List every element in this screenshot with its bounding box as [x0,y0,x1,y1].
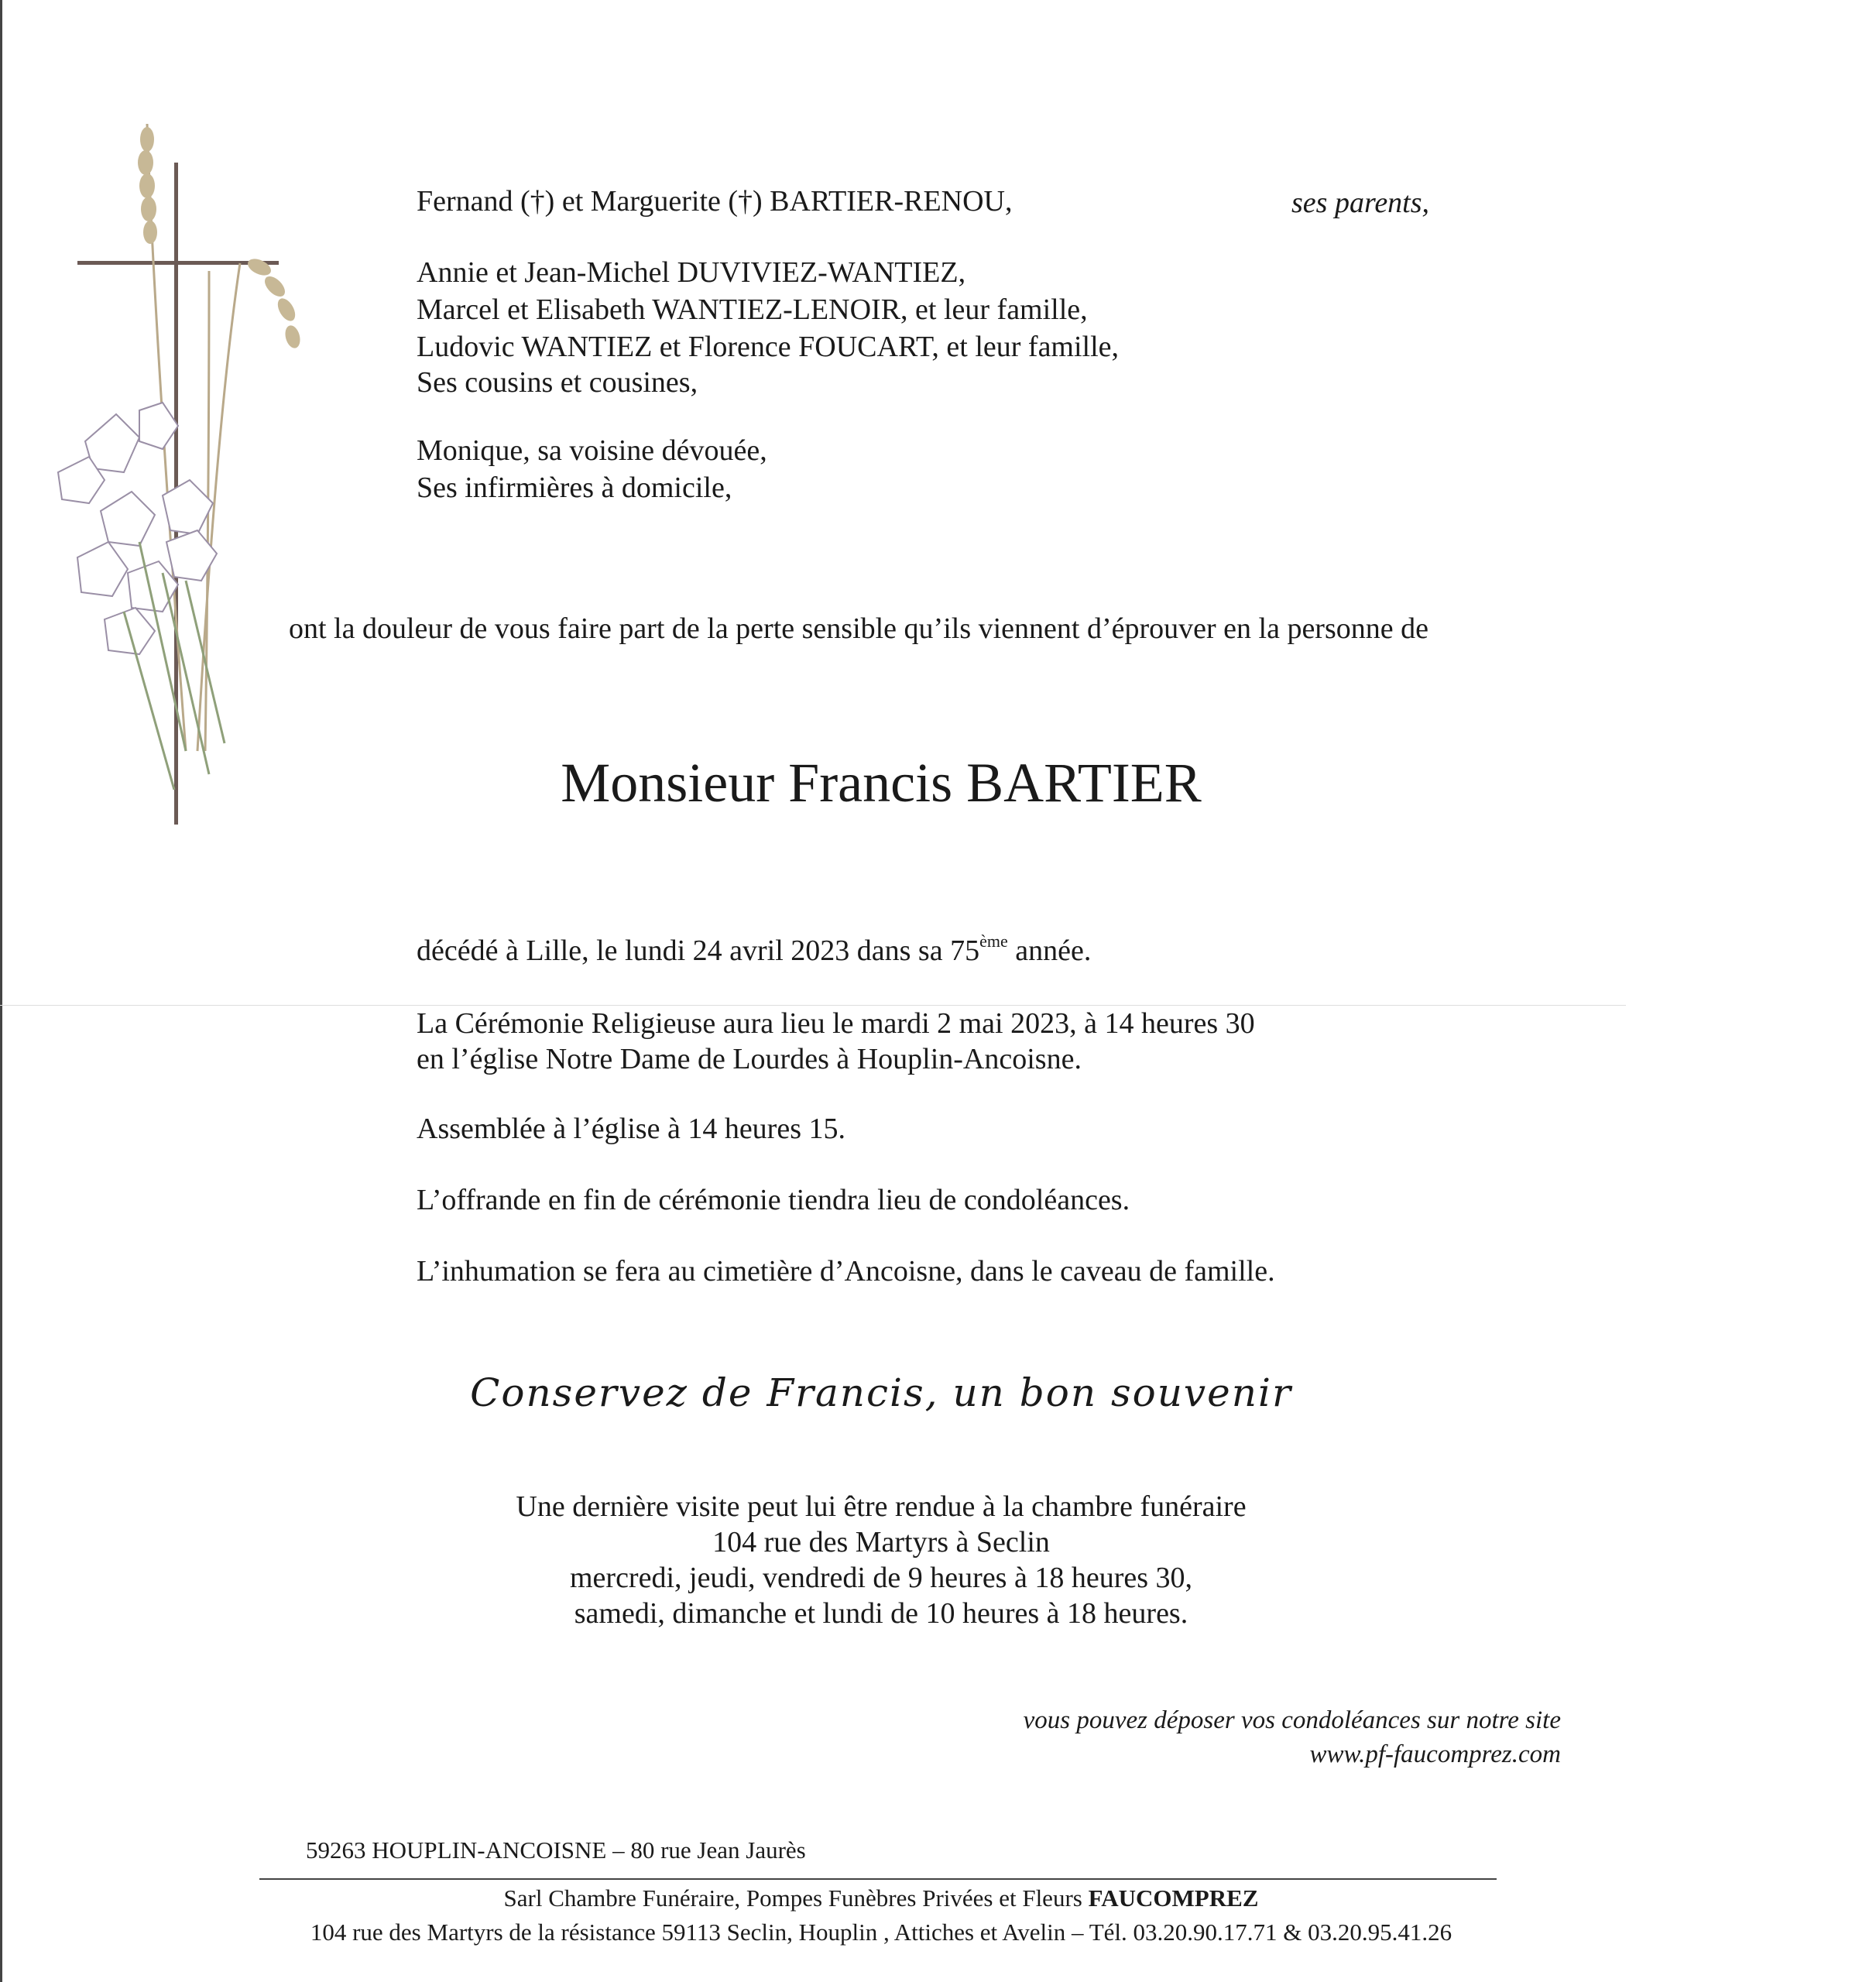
death-notice: décédé à Lille, le lundi 24 avril 2023 dans sa 75ème année. [417,931,1092,967]
relative-line: Marcel et Elisabeth WANTIEZ-LENOIR, et leur famille, [417,293,1088,326]
website-link[interactable]: www.pf-faucomprez.com [1309,1740,1561,1768]
remembrance-phrase: Conservez de Francis, un bon souvenir [470,1370,1292,1415]
relative-line: Ludovic WANTIEZ et Florence FOUCART, et leur famille, [417,331,1120,363]
other-mourner-line: Ses infirmières à domicile, [417,471,732,504]
other-mourner-line: Monique, sa voisine dévouée, [417,434,767,467]
visit-line: mercredi, jeudi, vendredi de 9 heures à 18 heures 30, [569,1562,1193,1594]
relative-line: Annie et Jean-Michel DUVIVIEZ-WANTIEZ, [417,256,966,289]
ceremony-line: La Cérémonie Religieuse aura lieu le mardi 2 mai 2023, à 14 heures 30 [417,1007,1255,1040]
footer-company: Sarl Chambre Funéraire, Pompes Funèbres Privées et Fleurs FAUCOMPREZ [503,1884,1259,1912]
footer-divider [259,1878,1497,1880]
parents-line: Fernand (†) et Marguerite (†) BARTIER-RENOU, [417,185,1013,218]
announcement-line: ont la douleur de vous faire part de la perte sensible qu’ils viennent d’éprouver en la personne de [289,612,1428,645]
visit-line: 104 rue des Martyrs à Seclin [712,1526,1050,1559]
footer-address: 59263 HOUPLIN-ANCOISNE – 80 rue Jean Jaurès [306,1836,806,1864]
cross-wheat-flowers-illustration [31,108,310,836]
deceased-name: Monsieur Francis BARTIER [561,752,1202,814]
visit-line: Une dernière visite peut lui être rendue à la chambre funéraire [516,1490,1247,1523]
offering-line: L’offrande en fin de cérémonie tiendra lieu de condoléances. [417,1184,1130,1216]
burial-line: L’inhumation se fera au cimetière d’Ancoisne, dans le caveau de famille. [417,1255,1275,1288]
footer-contact: 104 rue des Martyrs de la résistance 59113 Seclin, Houplin , Attiches et Avelin – Tél. 03.20.90.17.71 & 03.20.95.41.26 [310,1919,1452,1946]
page-left-edge [0,0,2,1982]
flower-icon [58,403,217,654]
visit-line: samedi, dimanche et lundi de 10 heures à 18 heures. [574,1597,1188,1630]
condolences-note: vous pouvez déposer vos condoléances sur notre site [1023,1706,1561,1734]
assembly-line: Assemblée à l’église à 14 heures 15. [417,1113,845,1145]
ceremony-line: en l’église Notre Dame de Lourdes à Houplin-Ancoisne. [417,1043,1082,1075]
relative-line: Ses cousins et cousines, [417,366,698,399]
parents-role: ses parents, [1291,187,1430,219]
fold-crease [0,1005,1626,1006]
